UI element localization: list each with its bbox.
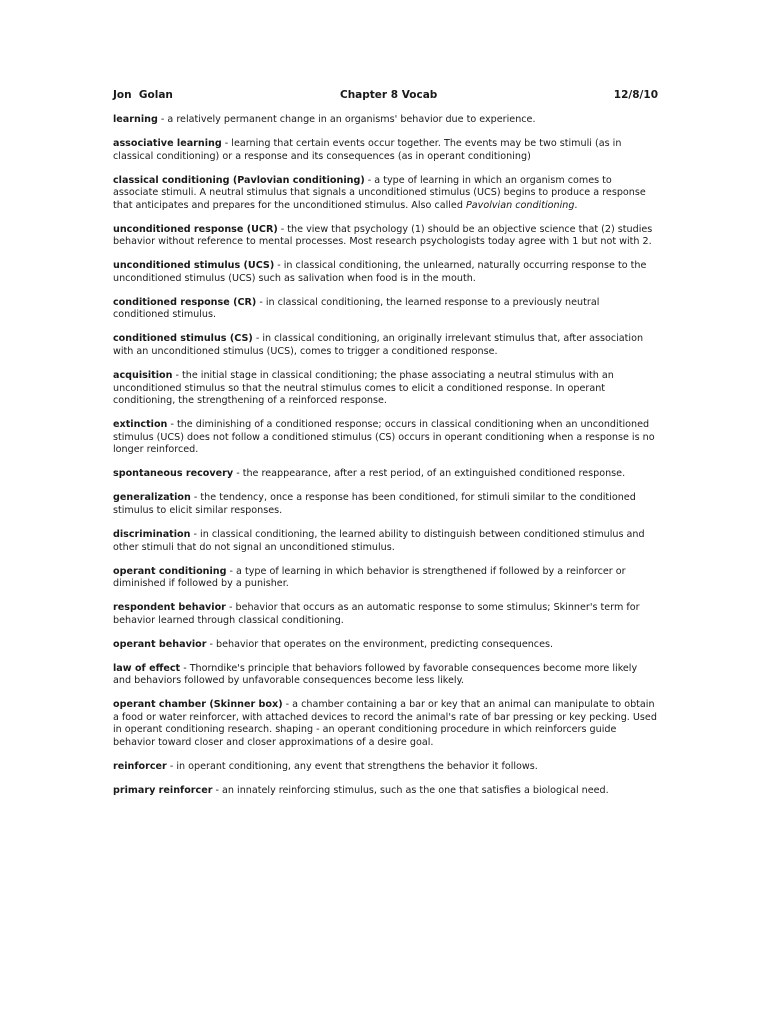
vocab-entry-conditioned-stimulus [113, 333, 658, 358]
vocab-term: associative learning [113, 137, 222, 149]
vocab-entry-discrimination [113, 529, 658, 554]
document-date: 12/8/10 [613, 89, 658, 101]
vocab-entry-respondent-behavior [113, 602, 658, 627]
vocab-entry-classical-conditioning [113, 175, 658, 213]
vocab-definition: - behavior that operates on the environment, predicting consequences. [206, 638, 554, 650]
vocab-emphasis: Pavolvian conditioning [465, 199, 575, 211]
vocab-term: extinction [113, 419, 168, 431]
vocab-definition: - the diminishing of a conditioned response; occurs in classical conditioning when an unconditioned stimulus (UCS) does not follow a conditioned stimulus (CS) occurs in operant conditioning when a response is no longer reinforced. [113, 419, 655, 456]
vocab-entry-unconditioned-response [113, 224, 658, 249]
vocab-term: law of effect [113, 662, 181, 674]
vocab-definition: - behavior that occurs as an automatic response to some stimulus; Skinner's term for behavior learned through classical conditioning. [113, 602, 640, 626]
vocab-entry-conditioned-response [113, 297, 658, 322]
vocab-definition: - an innately reinforcing stimulus, such as the one that satisfies a biological need. [212, 785, 609, 796]
vocab-definition: - in classical conditioning, the learned response to a previously neutral conditioned stimulus. [113, 296, 600, 321]
vocab-term: acquisition [113, 370, 173, 382]
vocab-entry-primary-reinforcer [113, 785, 658, 798]
vocab-definition: - in classical conditioning, an originally irrelevant stimulus that, after association with an unconditioned stimulus (UCS), comes to trigger a conditioned response. [113, 333, 644, 358]
document-header [113, 89, 658, 105]
vocab-entry-acquisition [113, 370, 658, 408]
vocab-definition: - the view that psychology (1) should be an objective science that (2) studies behavior without reference to mental processes. Most research psychologists today agree with 1 but not with 2. [113, 223, 653, 248]
vocab-term: primary reinforcer [113, 785, 213, 796]
vocab-entry-operant-conditioning [113, 566, 658, 591]
vocab-term: conditioned stimulus (CS) [113, 333, 253, 345]
vocab-term: operant conditioning [113, 565, 227, 577]
vocab-definition: - the tendency, once a response has been conditioned, for stimuli similar to the conditioned stimulus to elicit similar responses. [113, 492, 636, 516]
vocab-definition: - the initial stage in classical conditioning; the phase associating a neutral stimulus with an unconditioned stimulus so that the neutral stimulus comes to elicit a conditioned response. In operant conditioning, the strengthening of a reinforced response. [113, 370, 614, 407]
vocab-entry-learning [113, 114, 658, 127]
vocab-term: discrimination [113, 528, 191, 540]
vocab-entry-reinforcer [113, 761, 658, 774]
vocab-term: unconditioned response (UCR) [113, 223, 278, 235]
vocab-term: spontaneous recovery [113, 468, 234, 480]
vocab-definition-end: . [574, 199, 578, 211]
vocab-term: operant chamber (Skinner box) [113, 699, 283, 711]
vocab-definition: - a chamber containing a bar or key that an animal can manipulate to obtain a food or water reinforcer, with attached devices to record the animal's rate of bar pressing or key pecking. Used in operant conditioning research. shaping - an operant conditioning procedure in which reinforcers guide behavior toward closer and closer approximations of a desire goal. [113, 699, 657, 749]
author-name: Jon Golan [113, 89, 173, 101]
vocab-term: operant behavior [113, 638, 207, 650]
vocab-definition: - a relatively permanent change in an organisms' behavior due to experience. [157, 114, 536, 125]
vocab-definition: - in classical conditioning, the unlearned, naturally occurring response to the unconditioned stimulus (UCS) such as salivation when food is in the mouth. [113, 260, 647, 284]
vocab-definition: - in classical conditioning, the learned ability to distinguish between conditioned stimulus and other stimuli that do not signal an unconditioned stimulus. [113, 528, 645, 553]
vocab-entry-spontaneous-recovery [113, 468, 658, 481]
vocab-entry-operant-chamber [113, 699, 658, 749]
vocab-entry-associative-learning [113, 138, 658, 163]
vocab-term: respondent behavior [113, 602, 226, 614]
vocab-term: classical conditioning (Pavlovian conditioning) [113, 174, 365, 186]
vocab-definition: - learning that certain events occur together. The events may be two stimuli (as in classical conditioning) or a response and its consequences (as in operant conditioning) [113, 137, 622, 162]
document-title: Chapter 8 Vocab [340, 89, 438, 101]
vocab-definition: - a type of learning in which an organism comes to associate stimuli. A neutral stimulus that signals a unconditioned stimulus (UCS) begins to produce a response that anticipates and prepares for the unconditioned stimulus. Also called [113, 174, 646, 211]
vocab-term: reinforcer [113, 761, 167, 773]
vocab-term: generalization [113, 492, 191, 504]
vocab-term: learning [113, 114, 158, 125]
vocab-entry-extinction [113, 419, 658, 457]
vocab-entry-generalization [113, 492, 658, 517]
vocab-definition: - in operant conditioning, any event that strengthens the behavior it follows. [166, 761, 538, 773]
vocab-term: unconditioned stimulus (UCS) [113, 260, 275, 272]
vocab-definition: - a type of learning in which behavior is strengthened if followed by a reinforcer or diminished if followed by a punisher. [113, 565, 626, 590]
vocab-entry-operant-behavior [113, 639, 658, 652]
document-page [113, 89, 658, 809]
vocab-term: conditioned response (CR) [113, 296, 257, 308]
vocab-entry-unconditioned-stimulus [113, 260, 658, 285]
vocab-definition: - Thorndike's principle that behaviors followed by favorable consequences become more likely and behaviors followed by unfavorable consequences become less likely. [113, 662, 638, 687]
vocab-entry-law-of-effect [113, 663, 658, 688]
vocab-definition: - the reappearance, after a rest period, of an extinguished conditioned response. [233, 468, 626, 480]
